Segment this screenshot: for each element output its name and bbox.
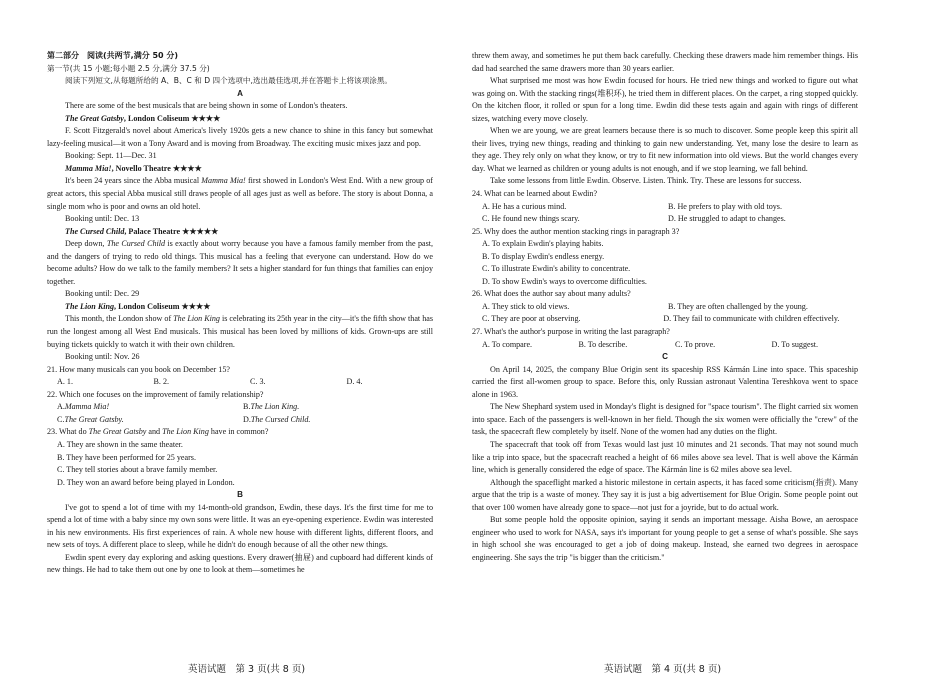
passage-a-intro: There are some of the best musicals that are being shown in some of London's theaters. [65,101,348,111]
question-23: 23. What do The Great Gatsby and The Lion King have in common? [47,427,269,437]
question-26-options-ab [472,301,858,314]
passage-c-paragraph-4: Although the spaceflight marked a historic milestone in certain aspects, it has faced some criticism(指责). Many argue that the trip is a waste of money. They say it is just a big advertisement for Blue Origin. Some people point out that over 100 women have already gone to space—not just for a joyride, but to do actual work. [472,477,858,512]
option: B. They have been performed for 25 years. [57,452,196,462]
show-booking-2: Booking until: Dec. 13 [65,214,140,224]
question-22-options-ab [47,401,433,414]
passage-c-paragraph-5: But some people hold the opposite opinion, saying it sends an important message. Aisha Bowe, an aerospace engineer who used to work for NASA, says it's important for young people to get a sense of what's possible. She says in high school she was encouraged to get a job of doing makeup. Instead, she earned two degrees in aerospace engineering. She says the trip "is bigger than the criticism." [472,515,858,562]
option: C. To prove. [675,339,716,349]
show-desc-1: F. Scott Fitzgerald's novel about America's lively 1920s gets a new chance to shine in this fancy but somewhat lazy-feeling musical—it won a Tony Award and is moving from Broadway. The exciting music mixes jazz and pop. [47,126,433,148]
option: C. They are poor at observing. [482,314,581,324]
show-title-1: The Great Gatsby [65,113,124,123]
passage-b-label: B [237,490,243,500]
option: C. 3. [250,377,266,387]
option: B. He prefers to play with old toys. [668,201,782,211]
show-heading-3 [47,226,433,239]
option: D.The Cursed Child. [243,414,311,424]
option: B. They are often challenged by the young. [668,301,808,311]
option: A. They are shown in the same theater. [57,439,183,449]
passage-b-paragraph-3: What surprised me most was how Ewdin focused for hours. He tried new things and worked to figure out what was going on. With the stacking rings(堆积环), he tried them in different places. On the carpet, a ring stopped quickly. On the kitchen floor, it rolled or spun for a long time. Ewdin did these tests again and again with rings of different sizes, watching every move closely. [472,76,858,123]
passage-b-paragraph-4: When we are young, we are great learners because there is so much to discover. Some people keep this spirit all their lives, trying new things, reading and thinking to gain new understanding. Yet, many lose the desire to learn as they age. They rely only on what they know, or try to fit new information into old views. But the world changes every day. What we learned as children or young adults is not enough, and if we stop learning, we fall behind. [472,126,858,173]
option: C. He found new things scary. [482,214,580,224]
question-27: 27. What's the author's purpose in writing the last paragraph? [472,327,670,337]
option: C. To illustrate Ewdin's ability to concentrate. [482,264,631,274]
show-title-4: The Lion King [65,301,115,311]
option: A. He has a curious mind. [482,201,567,211]
instructions: 阅读下列短文,从每题所给的 A、B、C 和 D 四个选项中,选出最佳选项,并在答题卡上将该项涂黑。 [65,76,393,86]
passage-b-paragraph-1: I've got to spend a lot of time with my 14-month-old grandson, Ewdin, these days. It's the first time for me to spend a lot of time with a baby since my own sons were little. It was an eye-opening experience. Ewdin was interested in his new environments. His first experiences of rain. A whole new house with different lights, different floors, and new sets of toys. A different place to sleep, while he didn't do enough because of all the other new things. [47,502,433,550]
passage-c-label: C [662,352,668,362]
option: B. To display Ewdin's endless energy. [482,251,605,261]
show-title-3: The Cursed Child [65,226,125,236]
option: C. They tell stories about a brave family member. [57,465,218,475]
option: D. He struggled to adapt to changes. [668,214,786,224]
show-desc-4: This month, the London show of The Lion King is celebrating its 25th year in the city—it's the fifth show that has run the longest among all West End musicals. This musical has been loved by millions of kids. Grown-ups are still buying tickets quickly to watch it with their own children. [47,314,433,349]
question-26-options-cd [472,313,858,326]
option: A.Mamma Mia! [57,402,110,412]
left-column [47,50,433,577]
show-heading-2 [47,163,433,176]
passage-c-paragraph-3: The spacecraft that took off from Texas would last just 10 minutes and 21 seconds. That may not sound much like a trip into space, but the spacecraft reached a height of 66 miles above sea level. That is well above the Kármán line, which is generally considered the edge of space. The Kármán line is 62 miles above sea level. [472,439,858,475]
option: A. To explain Ewdin's playing habits. [482,239,604,249]
question-24: 24. What can be learned about Ewdin? [472,189,598,199]
passage-b-paragraph-2: Ewdin spent every day exploring and asking questions. Every drawer(抽屉) and cupboard had different kinds of new things. He had to take them out one by one to look at them—sometimes he [47,552,433,575]
show-heading-1 [47,113,433,126]
question-22-options-cd [47,414,433,427]
show-venue-1: , London Coliseum ★★★★ [123,113,221,123]
option: B.The Lion King. [243,402,300,412]
question-22: 22. Which one focuses on the improvement of family relationship? [47,389,264,399]
question-24-options-cd [472,213,858,226]
show-booking-1: Booking: Sept. 11—Dec. 31 [65,151,157,161]
option: D. To suggest. [771,339,818,349]
show-booking-3: Booking until: Dec. 29 [65,289,140,299]
show-venue-4: , London Coliseum ★★★★ [114,301,211,311]
option: D. 4. [346,377,363,387]
show-heading-4 [47,301,433,314]
option: A. To compare. [482,339,533,349]
question-21-options [47,376,433,389]
option: D. To show Ewdin's ways to overcome difficulties. [482,276,647,286]
passage-c-paragraph-2: The New Shephard system used in Monday's flight is designed for "space tourism". The flight carried six women into space. Each of the passengers is well-known in her field. Though the six women were officially the "crew" of the task, the spacecraft flew completely by itself. None of the women had any duties on the flight. [472,402,858,437]
question-21: 21. How many musicals can you book on December 15? [47,364,230,374]
section-title: 第二部分 阅读(共两节,满分 50 分) [47,51,179,60]
show-desc-2: It's been 24 years since the Abba musical Mamma Mia! first showed in London's West End. With a new group of great actors, this special Abba musical still draws people of all ages just as well as before. The story is about Donna, a single mom who is poor and owns an old hotel. [47,176,433,211]
right-column [472,50,858,564]
question-26: 26. What does the author say about many adults? [472,289,631,299]
option: D. They won an award before being played in London. [57,477,235,487]
show-title-2: Mamma Mia! [65,163,112,173]
page-footer-right: 英语试题 第 4 页(共 8 页) [604,664,722,675]
section-subtitle: 第一节(共 15 小题;每小题 2.5 分,满分 37.5 分) [47,63,210,73]
show-venue-2: , Novello Theatre ★★★★ [111,163,202,173]
passage-a-label: A [237,88,243,98]
question-27-options [472,339,858,352]
option: D. They fail to communicate with children effectively. [663,314,840,324]
option: C.The Great Gatsby. [57,414,124,424]
show-venue-3: , Palace Theatre ★★★★★ [124,226,219,236]
option: B. To describe. [578,339,628,349]
option: B. 2. [153,377,170,387]
passage-c-paragraph-1: On April 14, 2025, the company Blue Origin sent its spaceship RSS Kármán Line into space. This spaceship carried the first all-women group to space. Before this, only Russian astronaut Valentina Tereshkova went to space alone in 1963. [472,364,858,399]
page-footer-left: 英语试题 第 3 页(共 8 页) [188,664,306,675]
show-booking-4: Booking until: Nov. 26 [65,352,140,362]
passage-b-paragraph-2-cont: threw them away, and sometimes he put them back carefully. Checking these drawers made him remember things. His dad had searched the same drawers more than 30 years earlier. [472,51,858,73]
option: A. They stick to old views. [482,301,570,311]
option: A. 1. [57,377,73,387]
question-25: 25. Why does the author mention stacking rings in paragraph 3? [472,226,680,236]
question-24-options-ab [472,201,858,214]
show-desc-3: Deep down, The Cursed Child is exactly about worry because you have a famous family member from the past, and the dangers of trying to redo old things. This musical has a feeling that everyone can understand. How do we become adults? How do we talk to the family members? It sets a higher standard for fun things that families can enjoy together. [47,239,433,286]
passage-b-paragraph-5: Take some lessons from little Ewdin. Observe. Listen. Think. Try. These are lessons for success. [490,176,802,186]
